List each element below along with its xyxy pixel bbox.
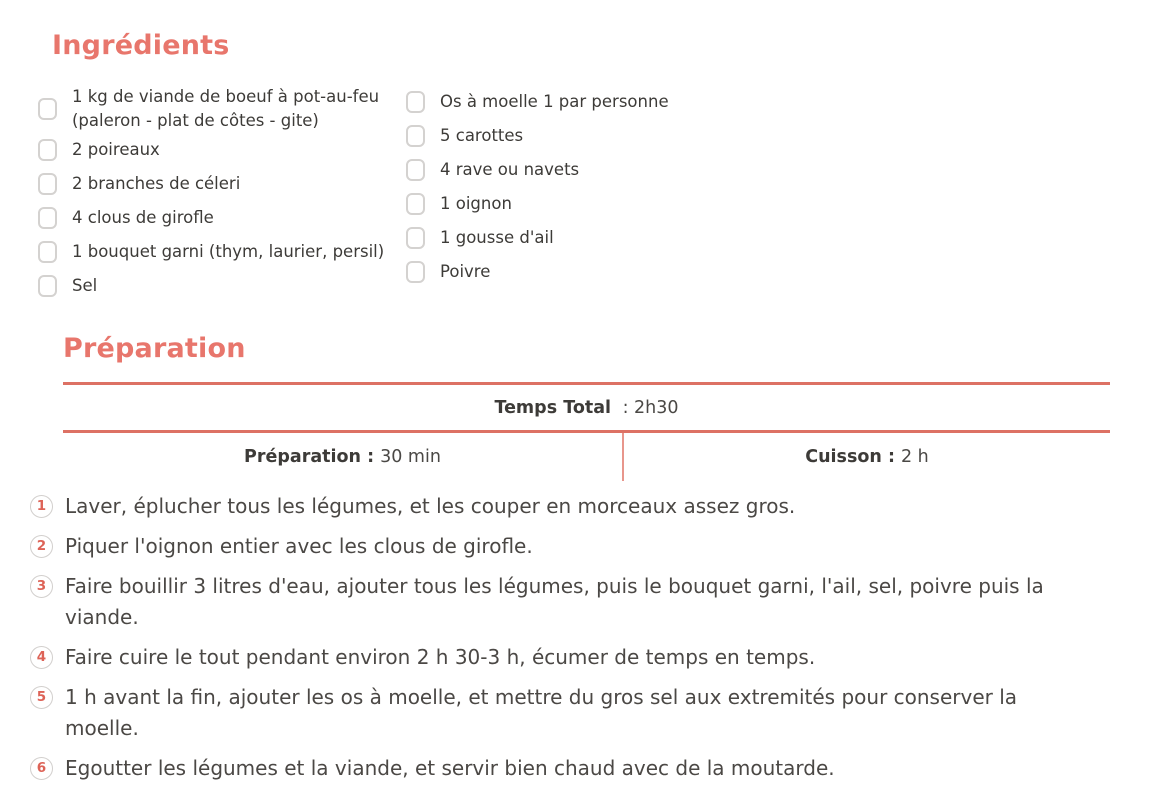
step-text: Egoutter les légumes et la viande, et servir bien chaud avec de la moutarde. — [65, 755, 835, 780]
cook-time-label: Cuisson : — [805, 446, 895, 467]
ingredient-checkbox[interactable] — [38, 139, 57, 161]
ingredient-item — [38, 167, 406, 201]
ingredient-label: 4 clous de girofle — [72, 207, 214, 227]
step-item — [30, 642, 1120, 673]
step-number-badge: 4 — [30, 646, 53, 669]
prep-time-label: Préparation : — [244, 446, 375, 467]
step-item — [30, 531, 1120, 562]
steps-list — [30, 491, 1120, 784]
step-item — [30, 682, 1120, 744]
ingredient-item — [38, 235, 406, 269]
ingredient-item — [38, 269, 406, 303]
ingredient-item — [406, 119, 826, 153]
cook-time-cell — [622, 433, 1110, 481]
ingredient-checkbox[interactable] — [406, 227, 425, 249]
ingredient-checkbox[interactable] — [38, 98, 57, 120]
step-text: Piquer l'oignon entier avec les clous de girofle. — [65, 533, 533, 558]
ingredients-column-left — [38, 85, 406, 303]
ingredient-checkbox[interactable] — [406, 159, 425, 181]
ingredient-item — [406, 85, 826, 119]
preparation-heading: Préparation — [63, 332, 246, 364]
step-number-badge: 6 — [30, 757, 53, 780]
prep-time-cell — [63, 433, 622, 481]
ingredient-label: Os à moelle 1 par personne — [440, 92, 669, 112]
ingredient-item — [38, 85, 406, 133]
ingredient-label: 4 rave ou navets — [440, 160, 580, 180]
ingredient-checkbox[interactable] — [38, 241, 57, 263]
time-split-row — [63, 433, 1110, 481]
step-number-badge: 5 — [30, 686, 53, 709]
total-time-label: Temps Total — [494, 397, 612, 418]
step-text: Faire cuire le tout pendant environ 2 h 30-3 h, écumer de temps en temps. — [65, 644, 816, 669]
step-item — [30, 753, 1120, 784]
ingredient-label: 1 oignon — [440, 194, 512, 214]
total-time-row — [63, 385, 1110, 430]
step-item — [30, 491, 1120, 522]
step-number-badge: 2 — [30, 535, 53, 558]
ingredient-checkbox[interactable] — [38, 275, 57, 297]
prep-time-value: 30 min — [380, 446, 441, 467]
step-text: Faire bouillir 3 litres d'eau, ajouter tous les légumes, puis le bouquet garni, l'ail, sel, poivre puis la viande. — [65, 573, 1044, 629]
ingredient-item — [38, 133, 406, 167]
ingredient-item — [406, 187, 826, 221]
step-number-badge: 1 — [30, 495, 53, 518]
ingredient-checkbox[interactable] — [406, 91, 425, 113]
ingredient-item — [38, 201, 406, 235]
step-text: 1 h avant la fin, ajouter les os à moelle, et mettre du gros sel aux extremités pour conserver la moelle. — [65, 684, 1018, 740]
step-number-badge: 3 — [30, 575, 53, 598]
time-table — [63, 382, 1110, 481]
step-text: Laver, éplucher tous les légumes, et les couper en morceaux assez gros. — [65, 493, 796, 518]
ingredient-checkbox[interactable] — [38, 173, 57, 195]
ingredient-label: 2 branches de céleri — [72, 173, 241, 193]
ingredient-label: 1 gousse d'ail — [440, 228, 554, 248]
ingredient-item — [406, 221, 826, 255]
cook-time-value: 2 h — [900, 446, 929, 467]
step-item — [30, 571, 1120, 633]
ingredient-label: Poivre — [440, 262, 491, 282]
ingredient-label: Sel — [72, 275, 98, 295]
ingredient-label: 1 kg de viande de boeuf à pot-au-feu (paleron - plat de côtes - gite) — [72, 87, 380, 130]
ingredient-checkbox[interactable] — [406, 261, 425, 283]
ingredient-label: 1 bouquet garni (thym, laurier, persil) — [72, 241, 385, 261]
ingredient-checkbox[interactable] — [406, 125, 425, 147]
ingredient-label: 2 poireaux — [72, 139, 160, 159]
ingredient-checkbox[interactable] — [38, 207, 57, 229]
ingredients-heading: Ingrédients — [52, 30, 230, 61]
ingredient-item — [406, 255, 826, 289]
ingredient-label: 5 carottes — [440, 126, 524, 146]
ingredient-item — [406, 153, 826, 187]
ingredient-checkbox[interactable] — [406, 193, 425, 215]
ingredients-column-right — [406, 85, 826, 303]
total-time-value: : 2h30 — [622, 397, 679, 418]
ingredients-list — [38, 85, 1150, 303]
